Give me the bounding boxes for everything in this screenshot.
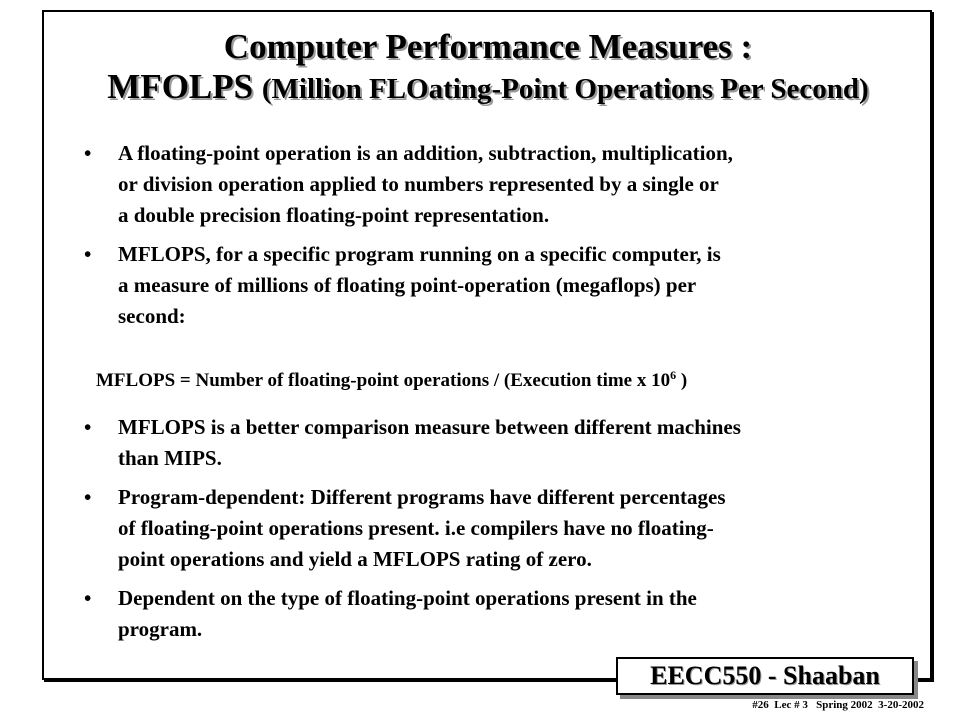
- title-acronym: MFOLPS: [107, 67, 254, 106]
- bullet-line: MFLOPS, for a specific program running on a specific computer, is: [118, 242, 721, 266]
- bullet-item: [80, 138, 920, 231]
- footer-note: #26 Lec # 3 Spring 2002 3-20-2002: [752, 699, 924, 711]
- bullet-dot: •: [84, 485, 92, 509]
- bullet-line: of floating-point operations present. i.e compilers have no floating-: [118, 516, 714, 540]
- bullet-item: [80, 583, 920, 645]
- formula-exponent: 6: [670, 368, 677, 382]
- bullet-line: Program-dependent: Different programs have different percentages: [118, 485, 726, 509]
- title-expansion: (Million FLOating-Point Operations Per Second): [261, 73, 869, 105]
- bullet-line: a double precision floating-point representation.: [118, 203, 550, 227]
- course-label-box: EECC550 - Shaaban: [616, 657, 914, 695]
- bullet-dot: •: [84, 242, 92, 266]
- bullet-line: program.: [118, 617, 203, 641]
- bullet-dot: •: [84, 141, 92, 165]
- bullet-item: [80, 482, 920, 575]
- title-line-2: [42, 66, 934, 110]
- bullet-line: than MIPS.: [118, 446, 222, 470]
- bullet-line: MFLOPS is a better comparison measure between different machines: [118, 415, 741, 439]
- slide-title: [42, 28, 934, 110]
- bullet-dot: •: [84, 415, 92, 439]
- bullet-line: or division operation applied to numbers represented by a single or: [118, 172, 719, 196]
- formula-text: MFLOPS = Number of floating-point operations / (Execution time x 10: [96, 370, 671, 391]
- bullet-line: A floating-point operation is an addition, subtraction, multiplication,: [118, 141, 733, 165]
- bullet-line: second:: [118, 304, 186, 328]
- bullet-list-bottom: [80, 412, 920, 645]
- bullet-item: [80, 412, 920, 474]
- bullet-line: point operations and yield a MFLOPS rating of zero.: [118, 547, 592, 571]
- bullet-line: a measure of millions of floating point-operation (megaflops) per: [118, 273, 697, 297]
- title-line-1: Computer Performance Measures :: [223, 27, 753, 66]
- formula-closing: ): [676, 370, 688, 391]
- mflops-formula: [96, 362, 687, 394]
- bullet-line: Dependent on the type of floating-point operations present in the: [118, 586, 697, 610]
- bullet-dot: •: [84, 586, 92, 610]
- bullet-list-top: [80, 138, 920, 332]
- bullet-item: [80, 239, 920, 332]
